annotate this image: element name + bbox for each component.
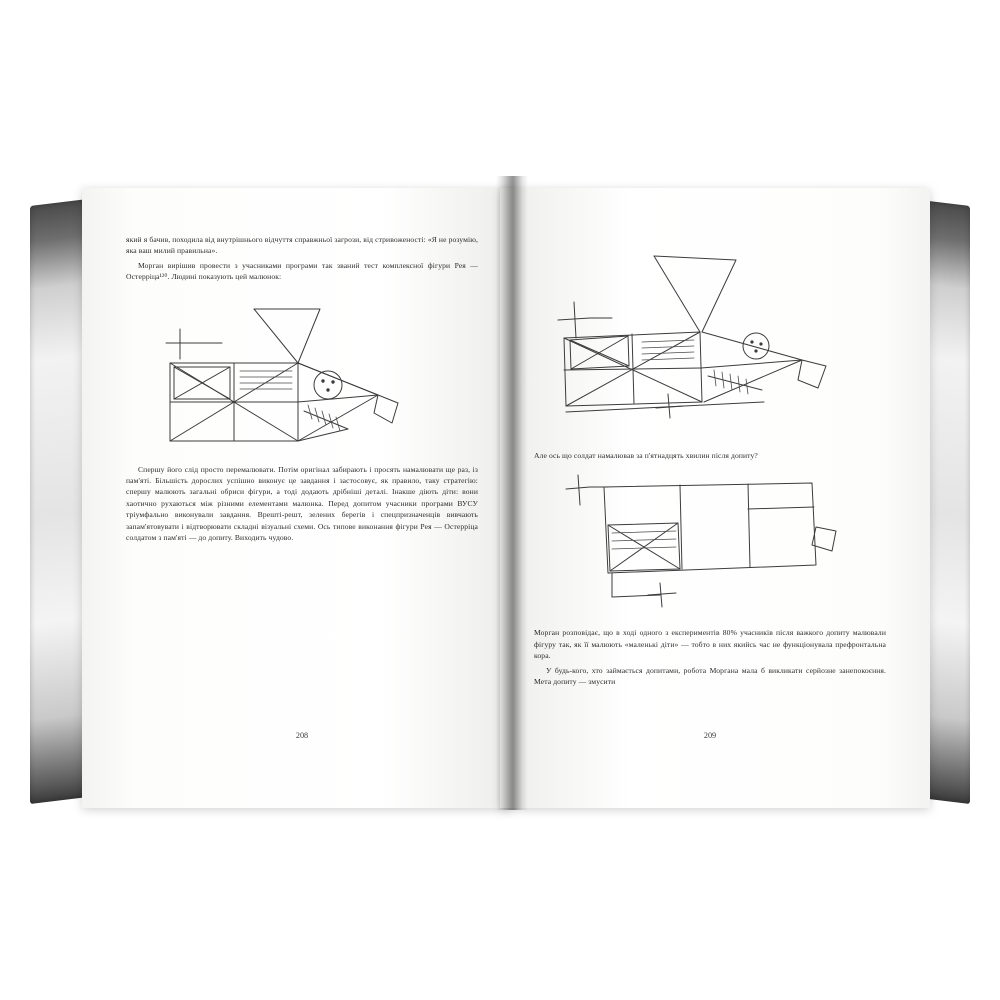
page-left: [82, 188, 512, 808]
page-number-right: 209: [703, 731, 717, 740]
paragraph: Спершу його слід просто перемалювати. Потім оригінал забирають і просять намалювати ще раз, із пам'яті. Більшість дорослих успішно виконує це завдання і застосовує, як правило, таку стратегію: спершу малюють загальні обриси фігури, а тоді додають дрібніші деталі. Інакше діють діти: вони хаотично рухаються між різними елементами малюнка. Перед допитом учасники програми ВУСУ тріумфально виконували завдання. Врешті-решт, зелених берегів і спецпризначенців вивчають запам'ятовувати і відтворювати складні візуальні схеми. Ось типове виконання фігури Рея — Остерріца солдатом з пам'яті — до допиту. Виходить чудово.: [126, 464, 478, 543]
page-left-content: [126, 234, 478, 762]
caption-after-delay: Але ось що солдат намалював за п'ятнадцять хвилин після допиту?: [534, 451, 758, 460]
page-right-content: [534, 234, 886, 762]
open-book: [30, 168, 970, 828]
paragraph: У будь-кого, хто займається допитами, робота Моргана мала б викликати серйозне занепокоєння. Мета допиту — змусити: [534, 665, 886, 687]
figure-soldier-copy: [534, 242, 886, 442]
figure-soldier-from-memory: [534, 469, 886, 619]
page-number-left: 208: [295, 731, 309, 740]
figure-rey-osterrieth-original: [126, 291, 478, 456]
paragraph: Морган розповідає, що в ході одного з експериментів 80% учасників після важкого допиту малювали фігуру так, як її малюють «маленькі діти» — тобто в них якийсь час не функціонувала префронтальна кора.: [534, 628, 886, 661]
page-right: [500, 188, 930, 808]
paragraph: Морган вирішив провести з учасниками програми так званий тест комплексної фігури Рея — Остерріца¹²⁰. Людині показують цей малюнок:: [126, 260, 478, 282]
paragraph: який я бачив, походила від внутрішнього відчуття справжньої загрози, від стривоженості: «Я не розумію, яка ваш милий правильна».: [126, 235, 478, 256]
